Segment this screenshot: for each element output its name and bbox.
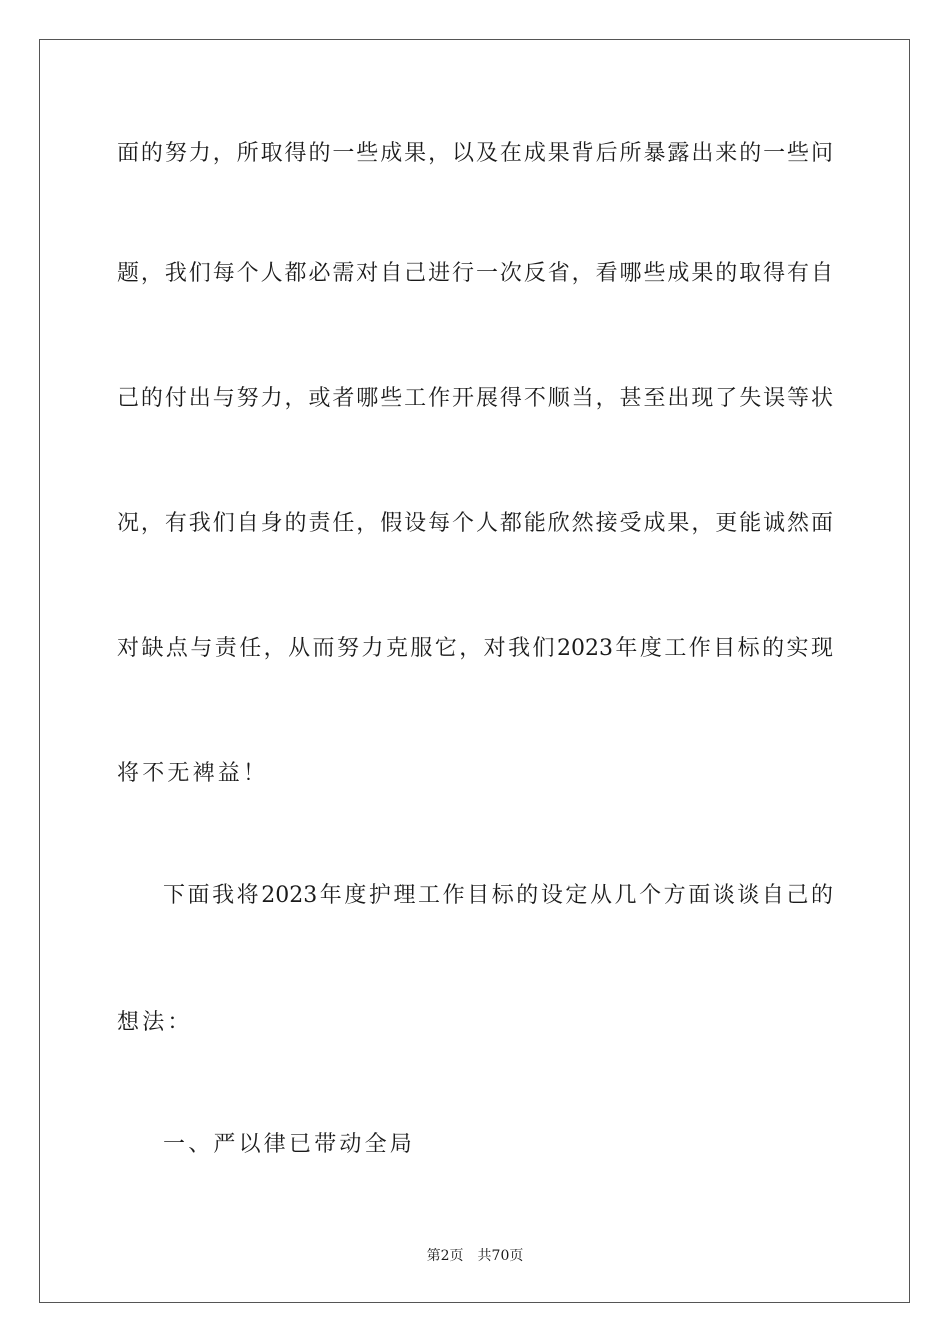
- paragraph-line: 下面我将2023年度护理工作目标的设定从几个方面谈谈自己的: [163, 883, 833, 908]
- paragraph-line: 己的付出与努力，或者哪些工作开展得不顺当，甚至出现了失误等状: [117, 386, 833, 411]
- paragraph-line: 想法：: [117, 1010, 193, 1035]
- page-border: [39, 39, 910, 1303]
- paragraph-line: 题，我们每个人都必需对自己进行一次反省，看哪些成果的取得有自: [117, 261, 833, 286]
- paragraph-line: 面的努力，所取得的一些成果，以及在成果背后所暴露出来的一些问: [117, 141, 833, 166]
- paragraph-line: 况，有我们自身的责任，假设每个人都能欣然接受成果，更能诚然面: [117, 511, 833, 536]
- total-pages: 共70页: [477, 1248, 524, 1264]
- page-number: 第2页: [426, 1248, 464, 1264]
- section-heading: 一、严以律已带动全局: [163, 1132, 416, 1157]
- paragraph-line: 对缺点与责任，从而努力克服它，对我们2023年度工作目标的实现: [117, 636, 833, 661]
- paragraph-line: 将不无裨益！: [117, 761, 269, 786]
- page-footer: [0, 1246, 950, 1266]
